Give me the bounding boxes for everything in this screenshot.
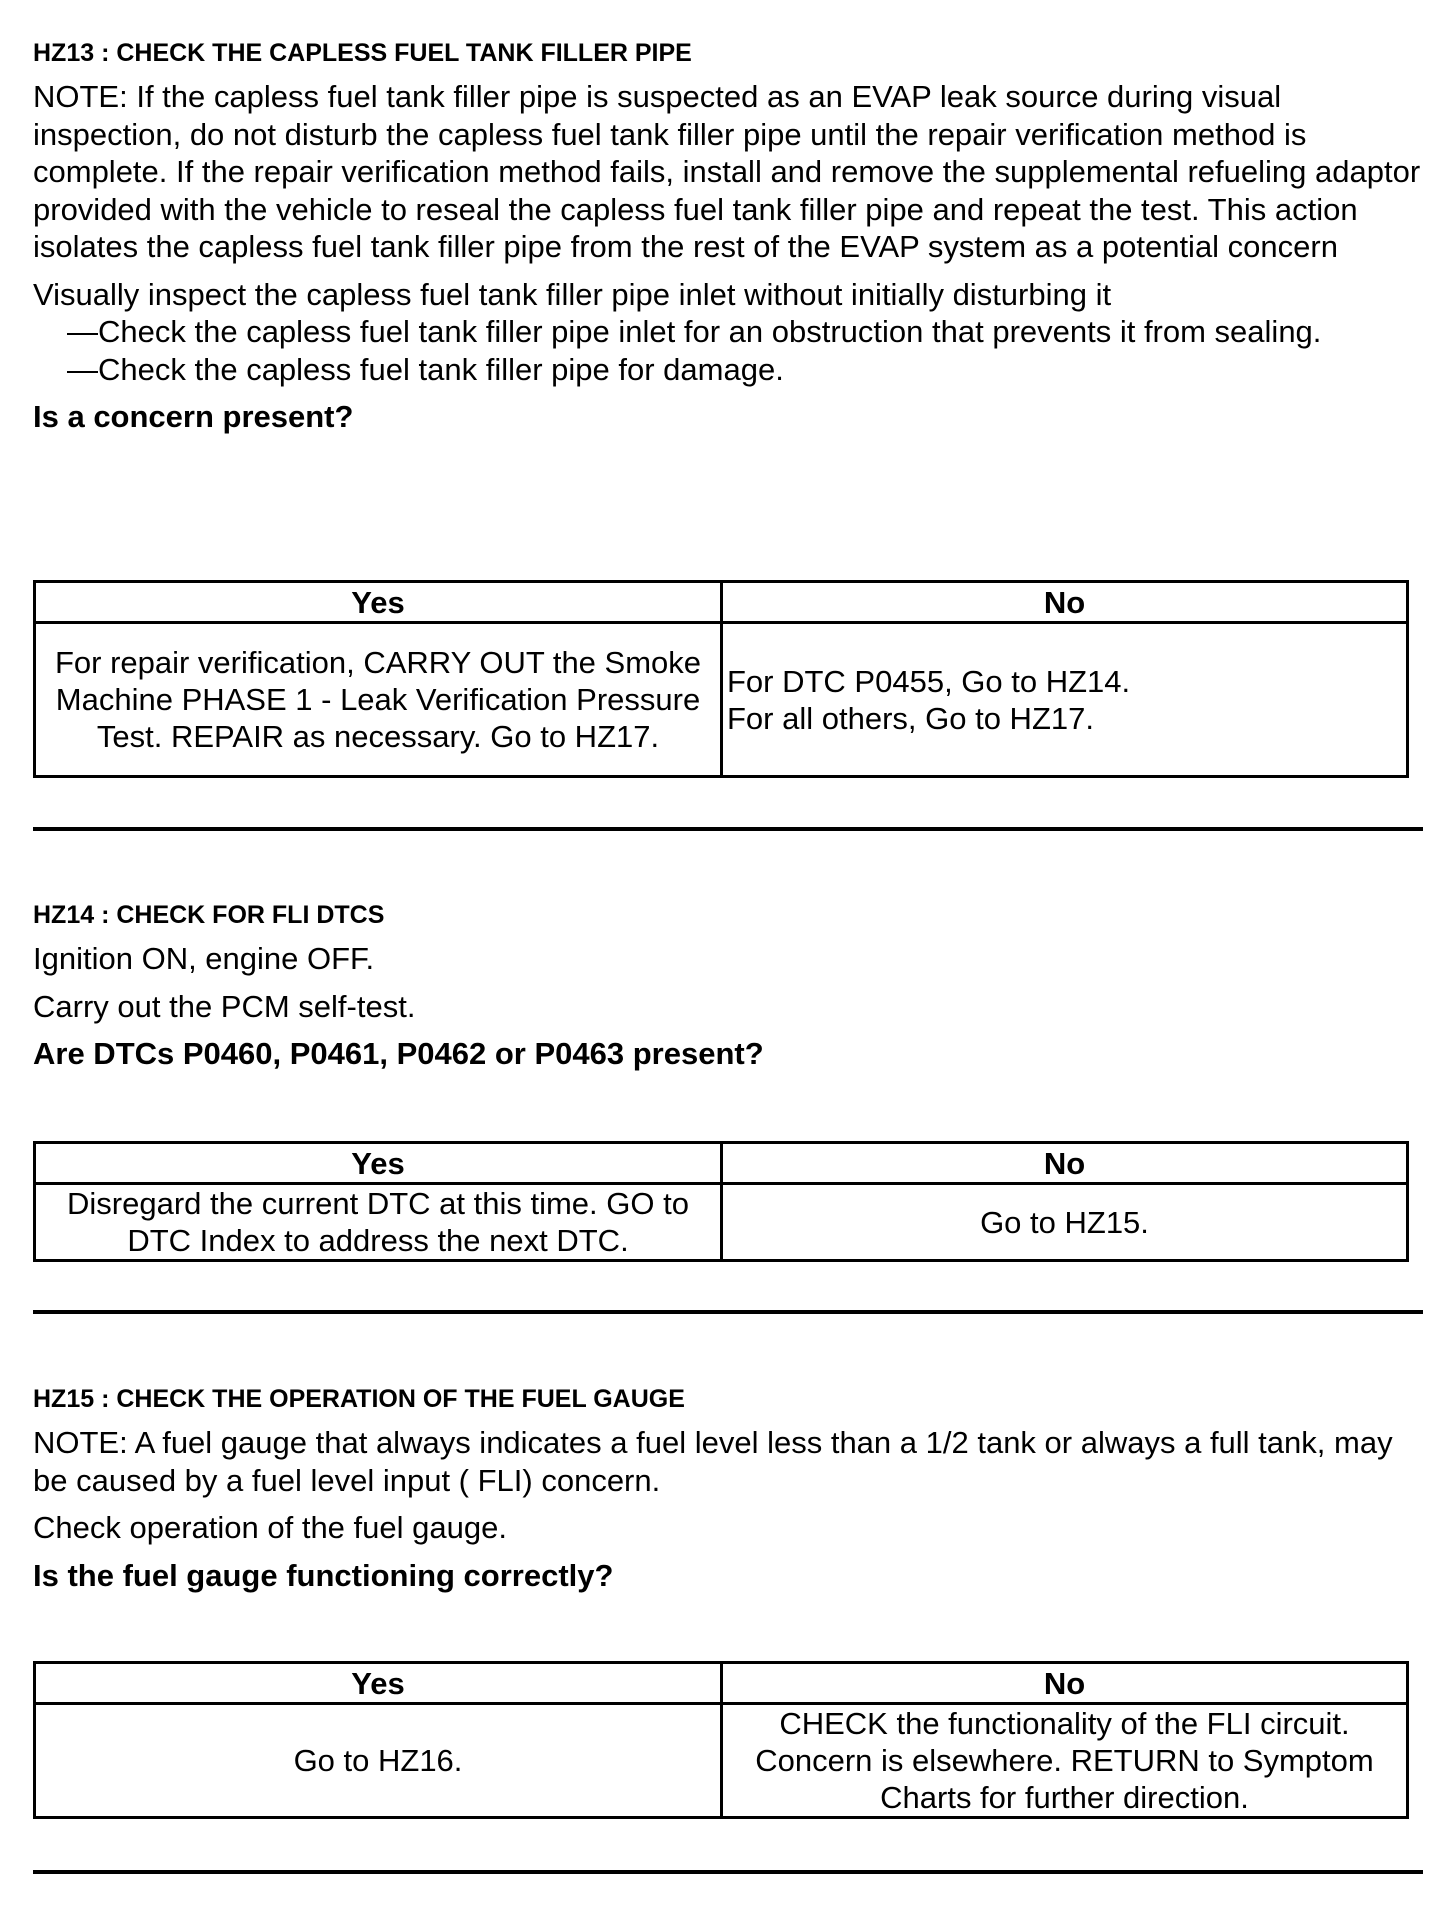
yes-no-table <box>33 1661 1409 1819</box>
step-question: Are DTCs P0460, P0461, P0462 or P0463 present? <box>33 1036 764 1071</box>
yes-cell: Go to HZ16. <box>35 1704 722 1818</box>
section-divider <box>33 1310 1423 1314</box>
yes-no-table <box>33 580 1409 778</box>
no-line: For all others, Go to HZ17. <box>727 700 1094 736</box>
yes-cell: Disregard the current DTC at this time. GO to DTC Index to address the next DTC. <box>35 1184 722 1261</box>
step-question: Is a concern present? <box>33 399 354 434</box>
step-question: Is the fuel gauge functioning correctly? <box>33 1557 614 1593</box>
instruction-text: Carry out the PCM self-test. <box>33 988 416 1024</box>
yes-cell: For repair verification, CARRY OUT the Smoke Machine PHASE 1 - Leak Verification Pressure Test. REPAIR as necessary. Go to HZ17. <box>35 623 722 777</box>
yes-header: Yes <box>35 1663 722 1704</box>
section-divider <box>33 1870 1423 1874</box>
no-header: No <box>722 1143 1408 1184</box>
instruction-text: Check operation of the fuel gauge. <box>33 1510 507 1545</box>
sub-item: —Check the capless fuel tank filler pipe for damage. <box>67 351 784 387</box>
yes-no-table <box>33 1141 1409 1262</box>
no-cell: CHECK the functionality of the FLI circuit. Concern is elsewhere. RETURN to Symptom Charts for further direction. <box>722 1704 1408 1818</box>
step-heading: HZ15 : CHECK THE OPERATION OF THE FUEL GAUGE <box>33 1385 685 1413</box>
note-text: NOTE: A fuel gauge that always indicates a fuel level less than a 1/2 tank or always a full tank, may be caused by a fuel level input ( FLI) concern. <box>33 1425 1393 1498</box>
note-text: NOTE: If the capless fuel tank filler pipe is suspected as an EVAP leak source during visual inspection, do not disturb the capless fuel tank filler pipe until the repair verification method is complete. If the repair verification method fails, install and remove the supplemental refueling adaptor provided with the vehicle to reseal the capless fuel tank filler pipe and repeat the test. This action isolates the capless fuel tank filler pipe from the rest of the EVAP system as a potential concern <box>33 79 1421 264</box>
section-divider <box>33 827 1423 831</box>
instruction-text: Visually inspect the capless fuel tank filler pipe inlet without initially disturbing it <box>33 276 1112 312</box>
step-heading: HZ14 : CHECK FOR FLI DTCS <box>33 901 385 929</box>
instruction-text: Ignition ON, engine OFF. <box>33 941 375 976</box>
yes-header: Yes <box>35 582 722 623</box>
no-cell <box>722 623 1408 777</box>
no-cell: Go to HZ15. <box>722 1184 1408 1261</box>
step-heading: HZ13 : CHECK THE CAPLESS FUEL TANK FILLER PIPE <box>33 39 692 67</box>
no-line: For DTC P0455, Go to HZ14. <box>727 663 1131 699</box>
sub-item: —Check the capless fuel tank filler pipe inlet for an obstruction that prevents it from sealing. <box>67 314 1322 349</box>
no-header: No <box>722 1663 1408 1704</box>
yes-header: Yes <box>35 1143 722 1184</box>
no-header: No <box>722 582 1408 623</box>
step-hz14 <box>33 900 1423 1103</box>
step-hz15 <box>33 1384 1423 1625</box>
step-hz13 <box>33 38 1423 466</box>
